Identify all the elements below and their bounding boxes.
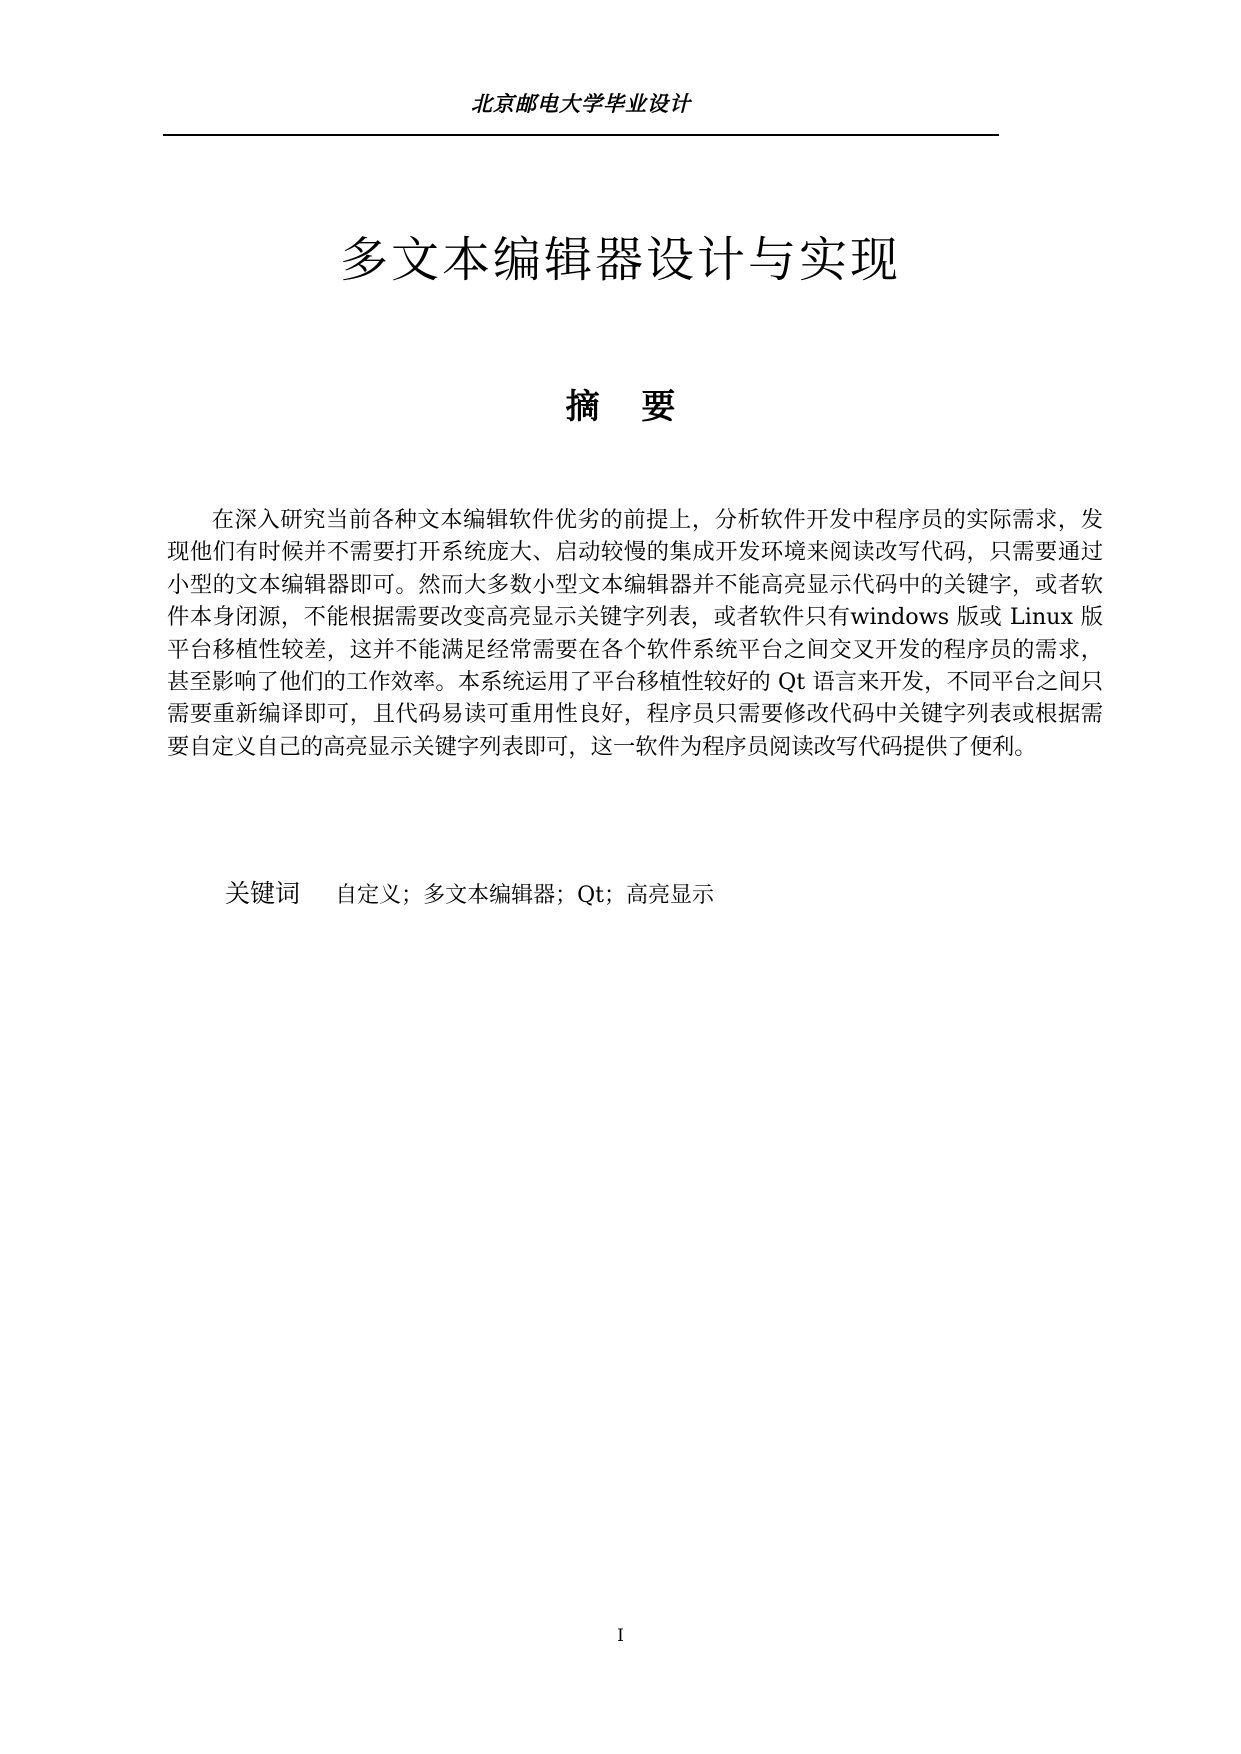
page-number: I: [617, 1626, 624, 1646]
keywords-line: [225, 876, 714, 915]
running-header: 北京邮电大学毕业设计: [471, 92, 691, 116]
thesis-title: 多文本编辑器设计与实现: [339, 232, 901, 288]
keywords-label: 关键词: [225, 879, 301, 908]
header-rule: [163, 134, 999, 136]
abstract-heading: 摘 要: [565, 387, 676, 427]
abstract-body: 在深入研究当前各种文本编辑软件优劣的前提上，分析软件开发中程序员的实际需求，发现他们有时候并不需要打开系统庞大、启动较慢的集成开发环境来阅读改写代码，只需要通过小型的文本编辑器即可。然而大多数小型文本编辑器并不能高亮显示代码中的关键字，或者软件本身闭源，不能根据需要改变高亮显示关键字列表，或者软件只有windows 版或 Linux 版平台移植性较差，这并不能满足经常需要在各个软件系统平台之间交叉开发的程序员的需求，甚至影响了他们的工作效率。本系统运用了平台移植性较好的 Qt 语言来开发，不同平台之间只需要重新编译即可，且代码易读可重用性良好，程序员只需要修改代码中关键字列表或根据需要自定义自己的高亮显示关键字列表即可，这一软件为程序员阅读改写代码提供了便利。: [167, 507, 1103, 760]
keywords-text: 自定义；多文本编辑器；Qt；高亮显示: [335, 883, 714, 908]
